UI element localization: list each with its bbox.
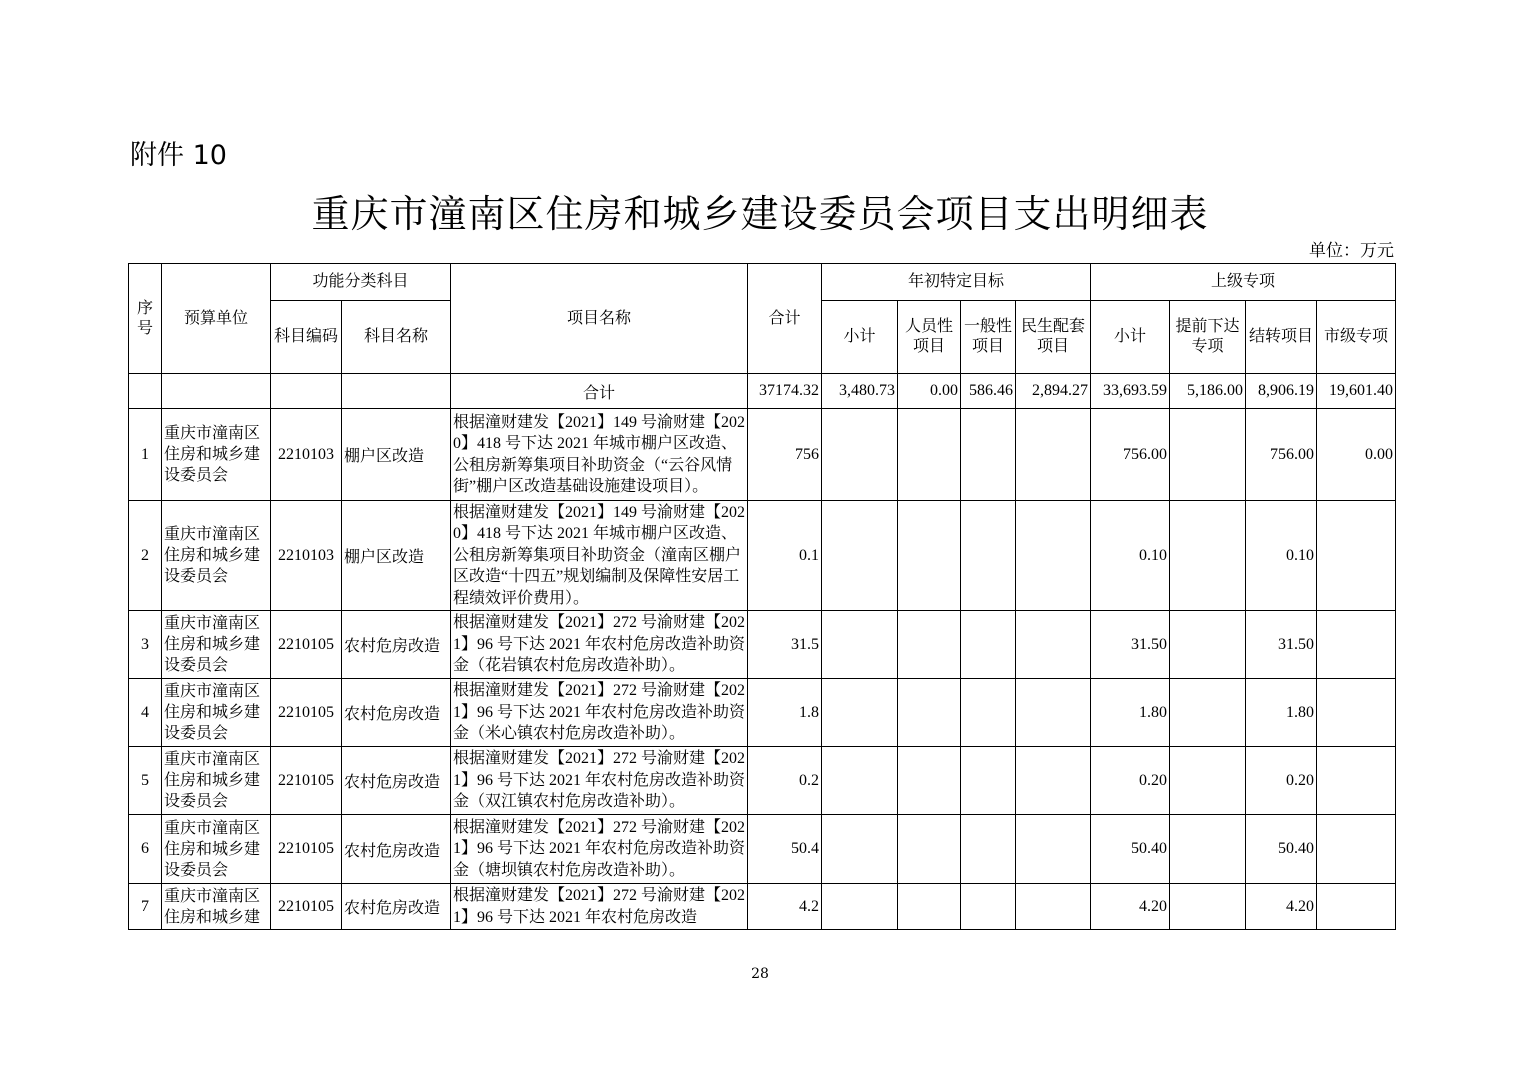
row-subject-code: 2210103 bbox=[271, 501, 342, 611]
row-advance bbox=[1170, 679, 1246, 747]
row-general bbox=[961, 409, 1016, 501]
row-personnel bbox=[898, 409, 961, 501]
row-total: 0.1 bbox=[748, 501, 822, 611]
table-row bbox=[129, 884, 1396, 930]
row-project-name: 根据潼财建发【2021】272 号渝财建【2021】96 号下达 2021 年农村危房改造 bbox=[451, 884, 748, 930]
row-budget-unit: 重庆市潼南区住房和城乡建设委员会 bbox=[162, 747, 271, 815]
expenditure-detail-table bbox=[128, 263, 1396, 930]
total-row-code bbox=[271, 374, 342, 409]
header-superior-special: 上级专项 bbox=[1091, 264, 1396, 301]
header-subject-name: 科目名称 bbox=[342, 301, 451, 374]
page-number: 28 bbox=[751, 966, 769, 982]
row-city bbox=[1317, 747, 1396, 815]
row-advance bbox=[1170, 409, 1246, 501]
row-subject-code: 2210105 bbox=[271, 611, 342, 679]
row-total: 4.2 bbox=[748, 884, 822, 930]
row-carryover: 31.50 bbox=[1246, 611, 1317, 679]
row-total: 50.4 bbox=[748, 815, 822, 884]
table-row bbox=[129, 409, 1396, 501]
row-carryover: 1.80 bbox=[1246, 679, 1317, 747]
row-superior-subtotal: 756.00 bbox=[1091, 409, 1170, 501]
row-subject-code: 2210105 bbox=[271, 815, 342, 884]
row-budget-unit: 重庆市潼南区住房和城乡建设委员会 bbox=[162, 501, 271, 611]
header-carryover: 结转项目 bbox=[1246, 301, 1317, 374]
header-annual-subtotal: 小计 bbox=[822, 301, 898, 374]
row-carryover: 50.40 bbox=[1246, 815, 1317, 884]
row-superior-subtotal: 31.50 bbox=[1091, 611, 1170, 679]
table-row bbox=[129, 501, 1396, 611]
header-total: 合计 bbox=[748, 264, 822, 374]
row-subject-name: 棚户区改造 bbox=[342, 501, 451, 611]
row-annual-subtotal bbox=[822, 815, 898, 884]
row-general bbox=[961, 884, 1016, 930]
row-general bbox=[961, 679, 1016, 747]
row-seq: 7 bbox=[129, 884, 162, 930]
row-total: 31.5 bbox=[748, 611, 822, 679]
row-subject-name: 农村危房改造 bbox=[342, 815, 451, 884]
row-project-name: 根据潼财建发【2021】272 号渝财建【2021】96 号下达 2021 年农村危房改造补助资金（塘坝镇农村危房改造补助）。 bbox=[451, 815, 748, 884]
row-city: 0.00 bbox=[1317, 409, 1396, 501]
total-row-personnel: 0.00 bbox=[898, 374, 961, 409]
row-city bbox=[1317, 611, 1396, 679]
row-advance bbox=[1170, 747, 1246, 815]
row-livelihood bbox=[1016, 679, 1091, 747]
row-subject-code: 2210103 bbox=[271, 409, 342, 501]
row-carryover: 0.20 bbox=[1246, 747, 1317, 815]
row-budget-unit: 重庆市潼南区住房和城乡建设委员会 bbox=[162, 815, 271, 884]
total-row-subject bbox=[342, 374, 451, 409]
row-carryover: 756.00 bbox=[1246, 409, 1317, 501]
row-city bbox=[1317, 679, 1396, 747]
row-carryover: 4.20 bbox=[1246, 884, 1317, 930]
row-livelihood bbox=[1016, 815, 1091, 884]
header-superior-subtotal: 小计 bbox=[1091, 301, 1170, 374]
row-city bbox=[1317, 815, 1396, 884]
row-carryover: 0.10 bbox=[1246, 501, 1317, 611]
row-subject-name: 农村危房改造 bbox=[342, 747, 451, 815]
row-seq: 4 bbox=[129, 679, 162, 747]
header-annual-target: 年初特定目标 bbox=[822, 264, 1091, 301]
table-row bbox=[129, 815, 1396, 884]
header-livelihood: 民生配套项目 bbox=[1016, 301, 1091, 374]
row-general bbox=[961, 815, 1016, 884]
row-superior-subtotal: 50.40 bbox=[1091, 815, 1170, 884]
total-row-annual-subtotal: 3,480.73 bbox=[822, 374, 898, 409]
unit-label: 单位：万元 bbox=[1309, 241, 1394, 261]
row-personnel bbox=[898, 611, 961, 679]
header-general: 一般性项目 bbox=[961, 301, 1016, 374]
row-annual-subtotal bbox=[822, 679, 898, 747]
row-livelihood bbox=[1016, 501, 1091, 611]
row-project-name: 根据潼财建发【2021】272 号渝财建【2021】96 号下达 2021 年农村危房改造补助资金（双江镇农村危房改造补助）。 bbox=[451, 747, 748, 815]
row-advance bbox=[1170, 815, 1246, 884]
row-general bbox=[961, 611, 1016, 679]
row-annual-subtotal bbox=[822, 747, 898, 815]
total-row-carryover: 8,906.19 bbox=[1246, 374, 1317, 409]
row-advance bbox=[1170, 501, 1246, 611]
row-superior-subtotal: 1.80 bbox=[1091, 679, 1170, 747]
row-budget-unit: 重庆市潼南区住房和城乡建设委员会 bbox=[162, 679, 271, 747]
row-annual-subtotal bbox=[822, 501, 898, 611]
header-city: 市级专项 bbox=[1317, 301, 1396, 374]
attachment-label: 附件 10 bbox=[130, 140, 227, 171]
row-subject-name: 农村危房改造 bbox=[342, 611, 451, 679]
row-budget-unit: 重庆市潼南区住房和城乡建 bbox=[162, 884, 271, 930]
row-subject-name: 农村危房改造 bbox=[342, 884, 451, 930]
row-superior-subtotal: 0.10 bbox=[1091, 501, 1170, 611]
table-row bbox=[129, 747, 1396, 815]
total-row-total: 37174.32 bbox=[748, 374, 822, 409]
total-row-label: 合计 bbox=[451, 374, 748, 409]
row-total: 1.8 bbox=[748, 679, 822, 747]
row-seq: 6 bbox=[129, 815, 162, 884]
row-subject-code: 2210105 bbox=[271, 884, 342, 930]
row-superior-subtotal: 0.20 bbox=[1091, 747, 1170, 815]
row-city bbox=[1317, 501, 1396, 611]
total-row-superior-subtotal: 33,693.59 bbox=[1091, 374, 1170, 409]
row-city bbox=[1317, 884, 1396, 930]
header-advance: 提前下达专项 bbox=[1170, 301, 1246, 374]
row-personnel bbox=[898, 815, 961, 884]
row-budget-unit: 重庆市潼南区住房和城乡建设委员会 bbox=[162, 611, 271, 679]
header-seq: 序号 bbox=[129, 264, 162, 374]
row-project-name: 根据潼财建发【2021】149 号渝财建【2020】418 号下达 2021 年城市棚户区改造、公租房新筹集项目补助资金（“云谷风情街”棚户区改造基础设施建设项目）。 bbox=[451, 409, 748, 501]
row-general bbox=[961, 747, 1016, 815]
row-subject-name: 农村危房改造 bbox=[342, 679, 451, 747]
total-row-livelihood: 2,894.27 bbox=[1016, 374, 1091, 409]
row-subject-name: 棚户区改造 bbox=[342, 409, 451, 501]
header-project-name: 项目名称 bbox=[451, 264, 748, 374]
row-annual-subtotal bbox=[822, 884, 898, 930]
row-personnel bbox=[898, 679, 961, 747]
row-seq: 1 bbox=[129, 409, 162, 501]
header-personnel: 人员性项目 bbox=[898, 301, 961, 374]
page-title: 重庆市潼南区住房和城乡建设委员会项目支出明细表 bbox=[311, 192, 1209, 236]
total-row-general: 586.46 bbox=[961, 374, 1016, 409]
row-subject-code: 2210105 bbox=[271, 679, 342, 747]
total-row-advance: 5,186.00 bbox=[1170, 374, 1246, 409]
row-budget-unit: 重庆市潼南区住房和城乡建设委员会 bbox=[162, 409, 271, 501]
row-subject-code: 2210105 bbox=[271, 747, 342, 815]
row-total: 0.2 bbox=[748, 747, 822, 815]
row-personnel bbox=[898, 747, 961, 815]
row-seq: 2 bbox=[129, 501, 162, 611]
row-seq: 3 bbox=[129, 611, 162, 679]
row-annual-subtotal bbox=[822, 611, 898, 679]
row-annual-subtotal bbox=[822, 409, 898, 501]
row-personnel bbox=[898, 501, 961, 611]
row-project-name: 根据潼财建发【2021】272 号渝财建【2021】96 号下达 2021 年农村危房改造补助资金（花岩镇农村危房改造补助）。 bbox=[451, 611, 748, 679]
total-row-city: 19,601.40 bbox=[1317, 374, 1396, 409]
row-project-name: 根据潼财建发【2021】272 号渝财建【2021】96 号下达 2021 年农村危房改造补助资金（米心镇农村危房改造补助）。 bbox=[451, 679, 748, 747]
row-livelihood bbox=[1016, 611, 1091, 679]
row-seq: 5 bbox=[129, 747, 162, 815]
header-function-class: 功能分类科目 bbox=[271, 264, 451, 301]
row-project-name: 根据潼财建发【2021】149 号渝财建【2020】418 号下达 2021 年城市棚户区改造、公租房新筹集项目补助资金（潼南区棚户区改造“十四五”规划编制及保障性安居工程绩效评价费用）。 bbox=[451, 501, 748, 611]
row-personnel bbox=[898, 884, 961, 930]
table-row bbox=[129, 679, 1396, 747]
total-row-seq bbox=[129, 374, 162, 409]
total-row-unit bbox=[162, 374, 271, 409]
row-general bbox=[961, 501, 1016, 611]
header-budget-unit: 预算单位 bbox=[162, 264, 271, 374]
table-row bbox=[129, 611, 1396, 679]
row-total: 756 bbox=[748, 409, 822, 501]
row-advance bbox=[1170, 611, 1246, 679]
row-livelihood bbox=[1016, 747, 1091, 815]
row-advance bbox=[1170, 884, 1246, 930]
total-row bbox=[129, 374, 1396, 409]
row-superior-subtotal: 4.20 bbox=[1091, 884, 1170, 930]
row-livelihood bbox=[1016, 409, 1091, 501]
header-subject-code: 科目编码 bbox=[271, 301, 342, 374]
row-livelihood bbox=[1016, 884, 1091, 930]
